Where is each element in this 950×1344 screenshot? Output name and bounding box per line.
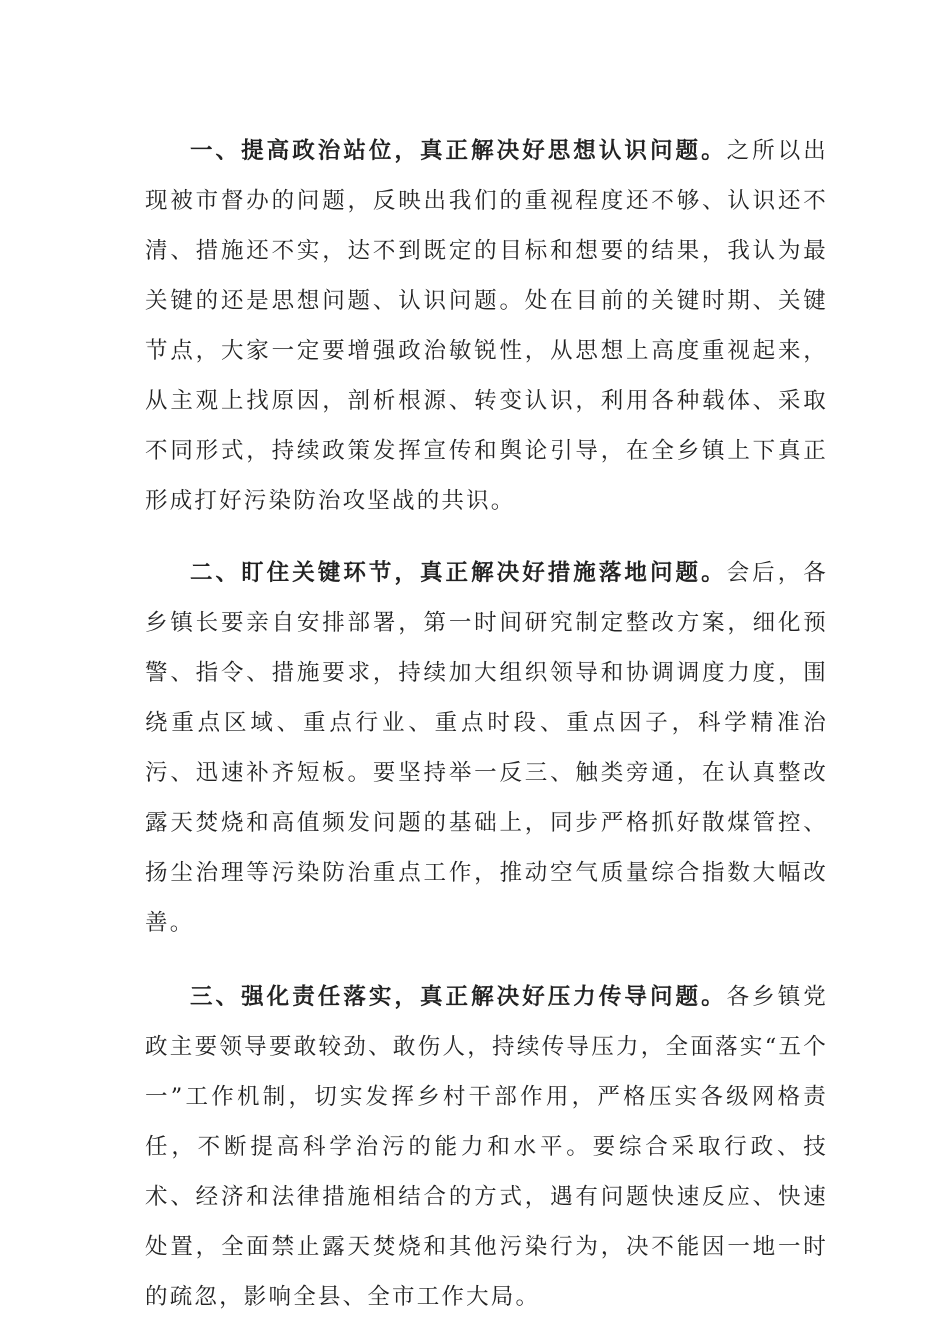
- paragraph-2: [145, 548, 828, 948]
- paragraph-3-body: 各乡镇党政主要领导要敢较劲、敢伤人，持续传导压力，全面落实“五个一”工作机制，切实发挥乡村干部作用，严格压实各级网格责任，不断提高科学治污的能力和水平。要综合采取行政、技术、经济和法律措施相结合的方式，遇有问题快速反应、快速处置，全面禁止露天焚烧和其他污染行为，决不能因一地一时的疏忽，影响全县、全市工作大局。: [145, 984, 828, 1310]
- paragraph-2-body: 会后，各乡镇长要亲自安排部署，第一时间研究制定整改方案，细化预警、指令、措施要求，持续加大组织领导和协调调度力度，围绕重点区域、重点行业、重点时段、重点因子，科学精准治污、迅速补齐短板。要坚持举一反三、触类旁通，在认真整改露天焚烧和高值频发问题的基础上，同步严格抓好散煤管控、扬尘治理等污染防治重点工作，推动空气质量综合指数大幅改善。: [145, 560, 828, 936]
- paragraph-1: [145, 126, 828, 526]
- paragraph-1-body: 之所以出现被市督办的问题，反映出我们的重视程度还不够、认识还不清、措施还不实，达不到既定的目标和想要的结果，我认为最关键的还是思想问题、认识问题。处在目前的关键时期、关键节点，大家一定要增强政治敏锐性，从思想上高度重视起来，从主观上找原因，剖析根源、转变认识，利用各种载体、采取不同形式，持续政策发挥宣传和舆论引导，在全乡镇上下真正形成打好污染防治攻坚战的共识。: [145, 138, 828, 514]
- paragraph-2-heading: 二、盯住关键环节，真正解决好措施落地问题。: [190, 560, 727, 586]
- paragraph-3: [145, 972, 828, 1322]
- document-page: [145, 126, 828, 1344]
- paragraph-1-heading: 一、提高政治站位，真正解决好思想认识问题。: [190, 138, 727, 164]
- paragraph-3-heading: 三、强化责任落实，真正解决好压力传导问题。: [190, 984, 727, 1010]
